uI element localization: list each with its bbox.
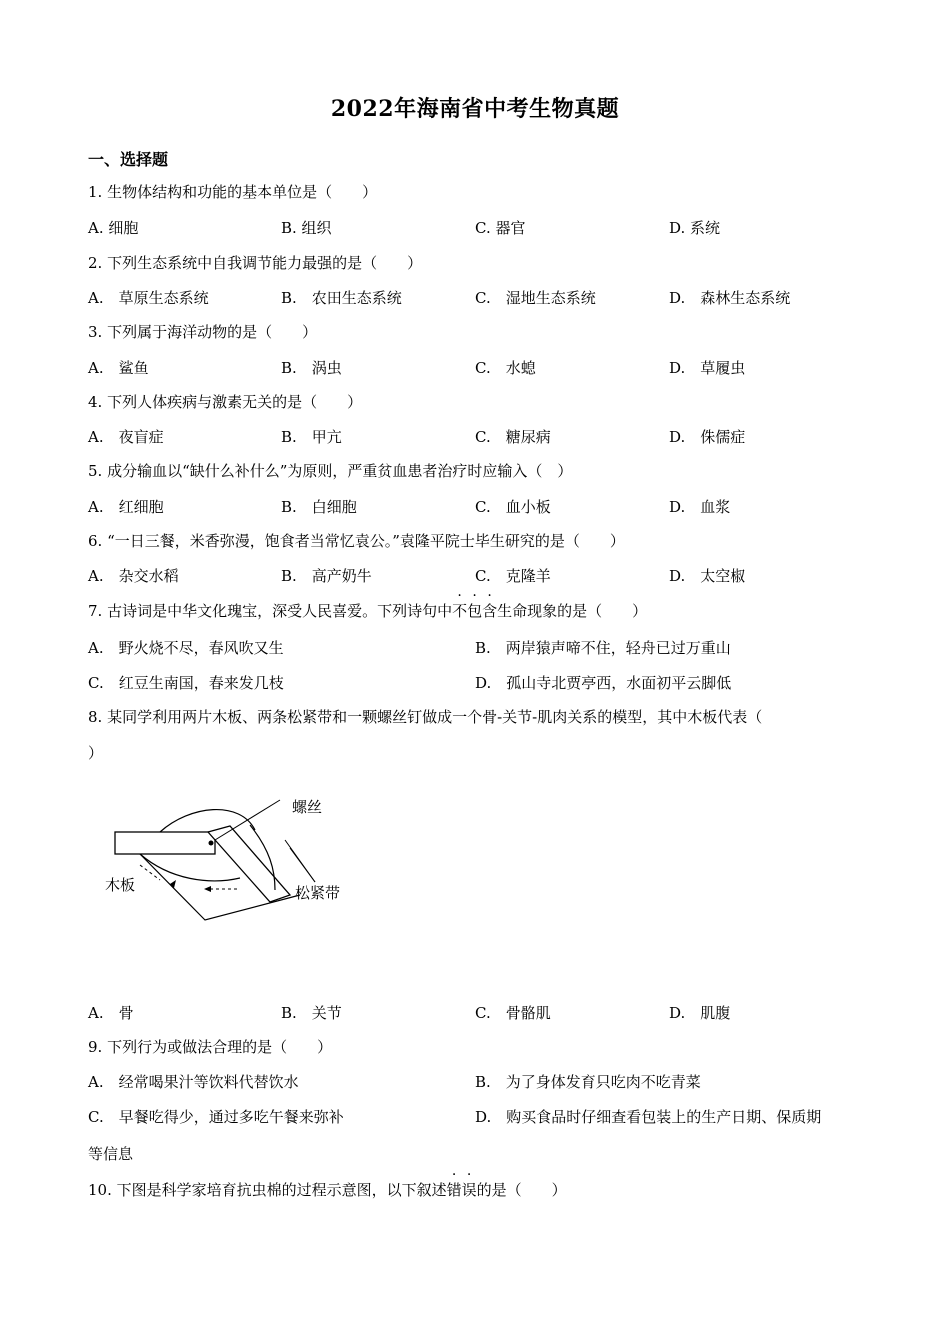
question-2-option-a[interactable]: A. 草原生态系统 [88,289,209,307]
question-7-option-b[interactable]: B. 两岸猿声啼不住，轻舟已过万重山 [475,639,731,657]
question-8-option-c[interactable]: C. 骨骼肌 [475,1004,551,1022]
question-10-stem-suffix: 的是（ ） [476,1181,567,1199]
question-1-option-d[interactable]: D. 系统 [669,219,721,237]
question-2-option-c[interactable]: C. 湿地生态系统 [475,289,596,307]
question-3-option-a[interactable]: A. 鲨鱼 [88,359,149,377]
question-1-stem: 1. 生物体结构和功能的基本单位是（ ） [88,183,378,201]
question-1-option-c[interactable]: C. 器官 [475,219,526,237]
bone-joint-muscle-model-figure [100,790,370,930]
question-4-option-d[interactable]: D. 侏儒症 [669,428,746,446]
question-4-option-a[interactable]: A. 夜盲症 [88,428,164,446]
emphasis-char: 包 [467,602,483,620]
question-7-stem [88,601,647,621]
question-3-stem: 3. 下列属于海洋动物的是（ ） [88,323,318,341]
question-8-option-b[interactable]: B. 关节 [281,1004,342,1022]
question-7-option-a[interactable]: A. 野火烧不尽，春风吹又生 [88,639,284,657]
section-heading: 一、选择题 [88,150,169,169]
question-4-option-c[interactable]: C. 糖尿病 [475,428,551,446]
question-6-option-d[interactable]: D. 太空椒 [669,567,746,585]
question-10-stem [88,1180,567,1200]
question-1-option-a[interactable]: A. 细胞 [88,219,139,237]
question-6-option-a[interactable]: A. 杂交水稻 [88,567,179,585]
question-9-option-d-cont: 等信息 [88,1145,134,1163]
emphasis-char: 不 [452,602,468,620]
question-9-option-a[interactable]: A. 经常喝果汁等饮料代替饮水 [88,1073,299,1091]
label-screw: 螺丝 [292,798,323,816]
question-5-stem: 5. 成分输血以“缺什么补什么”为原则，严重贫血患者治疗时应输入（ ） [88,462,573,480]
question-9-option-d[interactable]: D. 购买食品时仔细查看包装上的生产日期、保质期 [475,1108,822,1126]
question-2-option-d[interactable]: D. 森林生态系统 [669,289,791,307]
question-7-option-d[interactable]: D. 孤山寺北贾亭西，水面初平云脚低 [475,674,732,692]
question-8-stem-cont: ） [88,744,104,762]
upper-board [115,832,215,854]
question-8-option-d[interactable]: D. 肌腹 [669,1004,731,1022]
question-5-option-a[interactable]: A. 红细胞 [88,498,164,516]
question-7-stem-prefix: 7. 古诗词是中华文化瑰宝，深受人民喜爱。下列诗句中 [88,602,453,620]
emphasis-char: 误 [461,1181,477,1199]
question-4-stem: 4. 下列人体疾病与激素无关的是（ ） [88,393,363,411]
emphasis-char: 错 [446,1181,462,1199]
question-9-option-b[interactable]: B. 为了身体发育只吃肉不吃青菜 [475,1073,701,1091]
page-title: 2022年海南省中考生物真题 [330,96,620,122]
question-4-option-b[interactable]: B. 甲亢 [281,428,342,446]
question-9-option-c[interactable]: C. 早餐吃得少，通过多吃午餐来弥补 [88,1108,344,1126]
question-5-option-d[interactable]: D. 血浆 [669,498,731,516]
question-1-option-b[interactable]: B. 组织 [281,219,332,237]
label-elastic-band: 松紧带 [295,884,341,902]
screw-dot [209,841,214,846]
question-3-option-b[interactable]: B. 涡虫 [281,359,342,377]
question-8-option-a[interactable]: A. 骨 [88,1004,134,1022]
question-9-stem: 9. 下列行为或做法合理的是（ ） [88,1038,333,1056]
question-3-option-c[interactable]: C. 水螅 [475,359,536,377]
question-2-stem: 2. 下列生态系统中自我调节能力最强的是（ ） [88,254,423,272]
question-7-option-c[interactable]: C. 红豆生南国，春来发几枝 [88,674,284,692]
emphasis-char: 含 [482,602,498,620]
question-7-stem-suffix: 生命现象的是（ ） [497,602,648,620]
lower-board [208,826,290,902]
question-3-option-d[interactable]: D. 草履虫 [669,359,746,377]
question-5-option-b[interactable]: B. 白细胞 [281,498,357,516]
question-10-stem-prefix: 10. 下图是科学家培育抗虫棉的过程示意图，以下叙述 [88,1181,447,1199]
elastic-band-top [160,810,255,832]
question-8-stem: 8. 某同学利用两片木板、两条松紧带和一颗螺丝钉做成一个骨-关节-肌肉关系的模型，其中木板代表（ [88,708,763,726]
question-6-option-c[interactable]: C. 克隆羊 [475,567,551,585]
question-6-option-b[interactable]: B. 高产奶牛 [281,567,372,585]
question-2-option-b[interactable]: B. 农田生态系统 [281,289,402,307]
label-board: 木板 [105,876,136,894]
question-6-stem: 6. “一日三餐，米香弥漫，饱食者当常忆袁公。”袁隆平院士毕生研究的是（ ） [88,532,625,550]
question-5-option-c[interactable]: C. 血小板 [475,498,551,516]
